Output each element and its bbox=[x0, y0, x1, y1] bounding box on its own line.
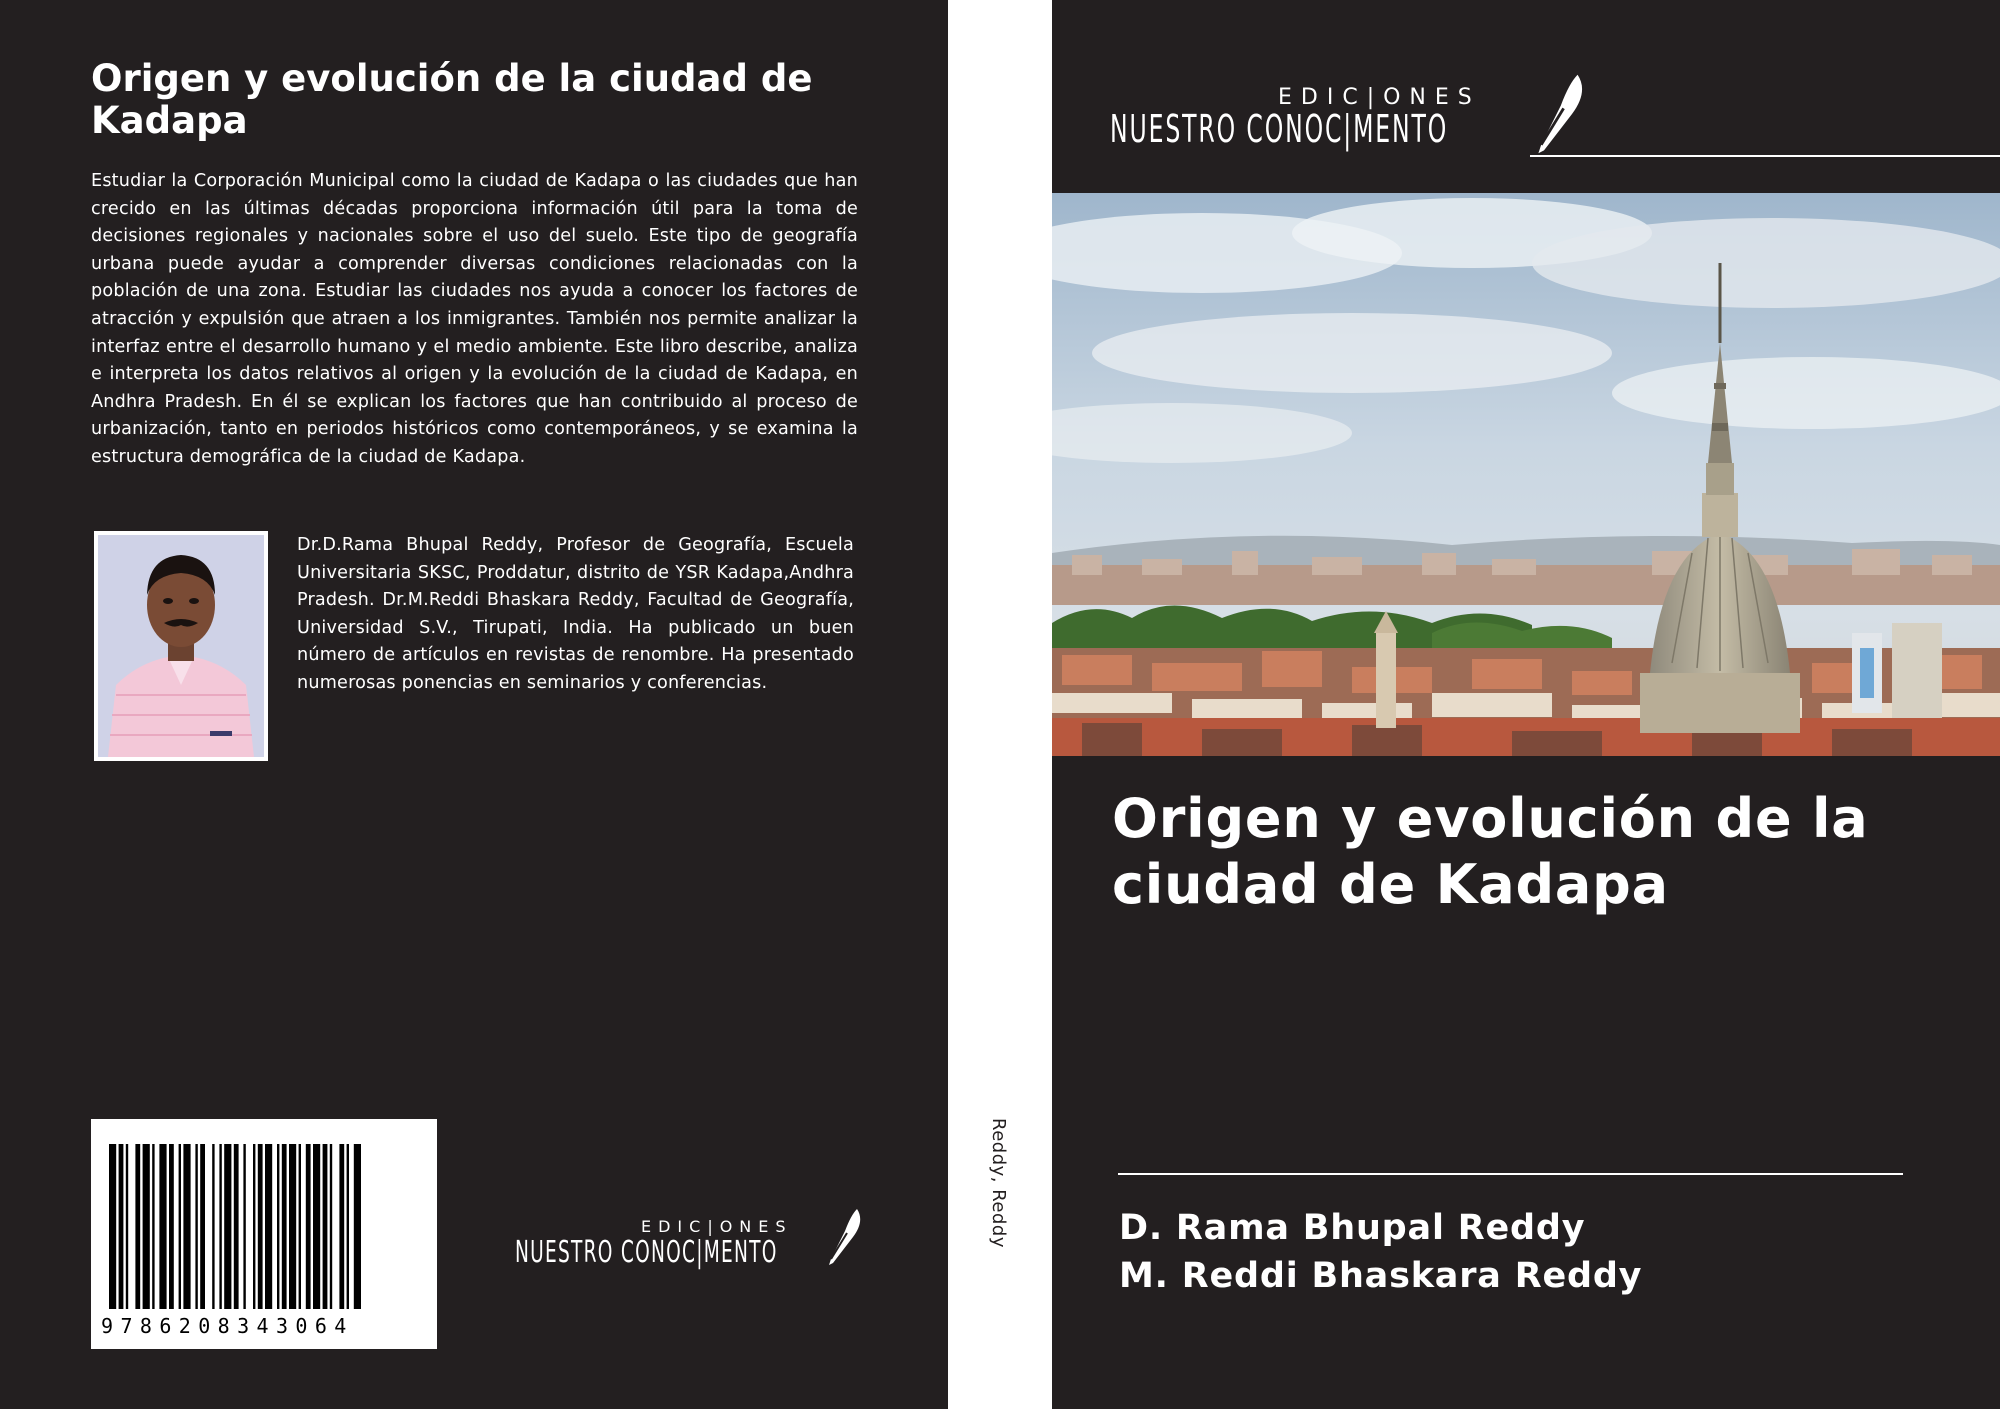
barcode-bar bbox=[159, 1144, 166, 1309]
back-cover-title: Origen y evolución de la ciudad de Kadapa bbox=[91, 57, 813, 142]
barcode-bar bbox=[258, 1144, 263, 1309]
barcode-bar bbox=[347, 1144, 349, 1309]
cover-photo-city-skyline bbox=[1052, 193, 2000, 756]
barcode-bar bbox=[219, 1144, 221, 1309]
author-photo bbox=[94, 531, 268, 761]
fountain-pen-nib-icon bbox=[1530, 71, 1586, 157]
barcode-bar bbox=[126, 1144, 128, 1309]
barcode-bar bbox=[313, 1144, 320, 1309]
barcode-bar bbox=[169, 1144, 174, 1309]
barcode-bar bbox=[289, 1144, 296, 1309]
isbn-digits: 9786208343064 bbox=[101, 1314, 354, 1338]
back-cover-description: Estudiar la Corporación Municipal como la ciudad de Kadapa o las ciudades que han crecido en las últimas décadas proporciona información útil para la toma de decisiones regionales y nacionales sobre el uso del suelo. Este tipo de geografía urbana puede ayudar a comprender diversas condiciones relacionadas con la población de una zona. Estudiar las ciudades nos ayuda a conocer los factores de atracción y expulsión que atraen a los inmigrantes. También nos permite analizar la interfaz entre el desarrollo humano y el medio ambiente. Este libro describe, analiza e interpreta los datos relativos al origen y la evolución de la ciudad de Kadapa, en Andhra Pradesh. En él se explican los factores que han contribuido al proceso de urbanización, tanto en periodos históricos como contemporáneos, y se examina la estructura demográfica de la ciudad de Kadapa. bbox=[91, 171, 858, 467]
barcode-bar bbox=[299, 1144, 301, 1309]
barcode-bar bbox=[306, 1144, 311, 1309]
barcode-bar bbox=[212, 1144, 214, 1309]
publisher-line1: EDIC|ONES bbox=[1278, 85, 1481, 110]
barcode-bar bbox=[265, 1144, 272, 1309]
isbn-barcode bbox=[91, 1119, 437, 1349]
barcode-bar bbox=[277, 1144, 279, 1309]
barcode-bar bbox=[200, 1144, 205, 1309]
author-list bbox=[1119, 1204, 1642, 1300]
barcode-bar bbox=[119, 1144, 124, 1309]
barcode-bar bbox=[282, 1144, 287, 1309]
spine-text: Reddy, Reddy bbox=[988, 1118, 1009, 1248]
barcode-bar bbox=[143, 1144, 150, 1309]
barcode-bar bbox=[323, 1144, 328, 1309]
publisher-line1: EDIC|ONES bbox=[641, 1217, 793, 1236]
barcode-bar bbox=[135, 1144, 140, 1309]
barcode-bar bbox=[354, 1144, 361, 1309]
author-name: M. Reddi Bhaskara Reddy bbox=[1119, 1256, 1643, 1296]
barcode-bar bbox=[234, 1144, 239, 1309]
publisher-logo-back bbox=[515, 1217, 875, 1277]
barcode-bar bbox=[195, 1144, 197, 1309]
barcode-bar bbox=[183, 1144, 190, 1309]
barcode-bar bbox=[330, 1144, 332, 1309]
author-rule bbox=[1118, 1173, 1903, 1175]
barcode-bar bbox=[243, 1144, 245, 1309]
publisher-line2: NUESTRO CONOC|MENTO bbox=[515, 1235, 778, 1270]
publisher-line2: NUESTRO CONOC|MENTO bbox=[1110, 107, 1449, 151]
barcode-bar bbox=[339, 1144, 344, 1309]
fountain-pen-nib-icon bbox=[823, 1207, 863, 1267]
barcode-bar bbox=[179, 1144, 181, 1309]
barcode-bar bbox=[109, 1144, 116, 1309]
barcode-bar bbox=[253, 1144, 255, 1309]
barcode-bar bbox=[224, 1144, 231, 1309]
front-cover-title: Origen y evolución de la ciudad de Kadapa bbox=[1112, 787, 1869, 916]
author-name: D. Rama Bhupal Reddy bbox=[1119, 1208, 1586, 1248]
author-bio: Dr.D.Rama Bhupal Reddy, Profesor de Geografía, Escuela Universitaria SKSC, Proddatur, distrito de YSR Kadapa,Andhra Pradesh. Dr.M.Reddi Bhaskara Reddy, Facultad de Geografía, Universidad S.V., Tirupati, India. Ha publicado un buen número de artículos en revistas de renombre. Ha presentado numerosas ponencias en seminarios y conferencias. bbox=[297, 535, 854, 693]
publisher-logo-front bbox=[1110, 85, 1590, 165]
barcode-bar bbox=[152, 1144, 154, 1309]
publisher-rule bbox=[1530, 155, 2000, 157]
